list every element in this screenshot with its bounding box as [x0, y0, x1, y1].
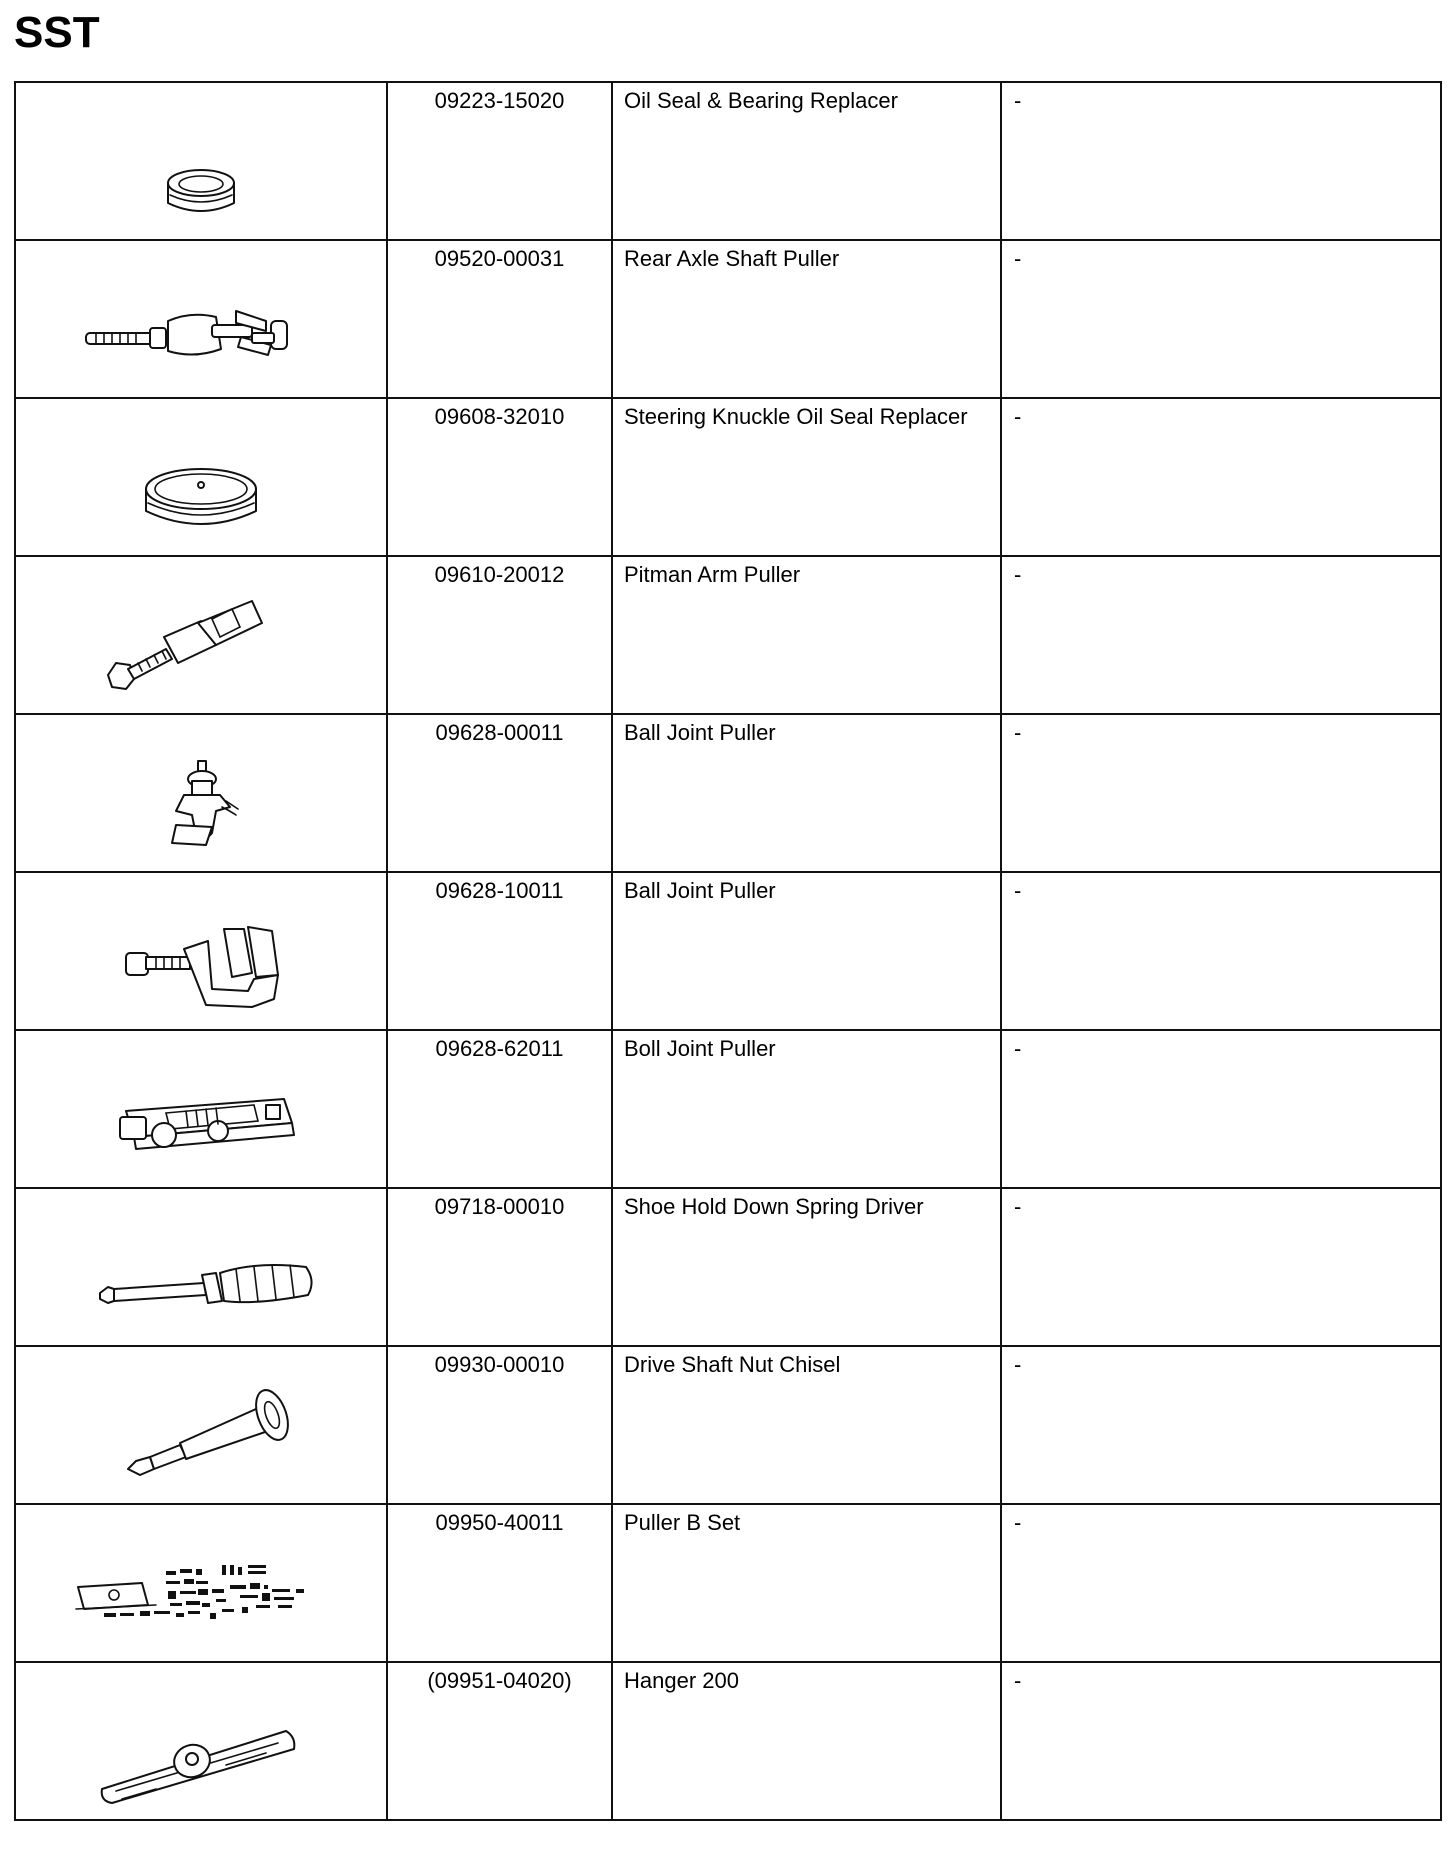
tool-note: - [1001, 714, 1441, 872]
part-number: 09628-00011 [387, 714, 612, 872]
table-row [15, 556, 1441, 714]
tool-note: - [1001, 1346, 1441, 1504]
page-title: SST [14, 8, 100, 57]
puller-set-icon [16, 1505, 386, 1663]
tool-image-cell [15, 1030, 387, 1188]
tool-note: - [1001, 556, 1441, 714]
tool-image-cell [15, 1188, 387, 1346]
tool-image-cell [15, 1662, 387, 1820]
boll-joint-puller-icon [16, 1031, 386, 1189]
tool-name: Drive Shaft Nut Chisel [612, 1346, 1001, 1504]
table-row [15, 398, 1441, 556]
tool-image-cell [15, 872, 387, 1030]
tool-note: - [1001, 1504, 1441, 1662]
tool-name: Steering Knuckle Oil Seal Replacer [612, 398, 1001, 556]
tool-note: - [1001, 240, 1441, 398]
tool-name: Ball Joint Puller [612, 872, 1001, 1030]
part-number: 09520-00031 [387, 240, 612, 398]
spring-driver-icon [16, 1189, 386, 1347]
tool-note: - [1001, 82, 1441, 240]
part-number: 09628-62011 [387, 1030, 612, 1188]
tool-image-cell [15, 398, 387, 556]
table-row [15, 1346, 1441, 1504]
part-number: (09951-04020) [387, 1662, 612, 1820]
table-row [15, 714, 1441, 872]
tool-name: Boll Joint Puller [612, 1030, 1001, 1188]
part-number: 09223-15020 [387, 82, 612, 240]
tool-image-cell [15, 240, 387, 398]
part-number: 09718-00010 [387, 1188, 612, 1346]
tool-note: - [1001, 398, 1441, 556]
tool-note: - [1001, 1662, 1441, 1820]
sst-table [14, 81, 1442, 1821]
rear-axle-shaft-puller-icon [16, 241, 386, 399]
hanger-icon [16, 1663, 386, 1821]
steering-knuckle-oil-seal-replacer-icon [16, 399, 386, 557]
table-row [15, 1188, 1441, 1346]
tool-name: Rear Axle Shaft Puller [612, 240, 1001, 398]
oil-seal-bearing-replacer-icon [16, 83, 386, 241]
ball-joint-puller-c-clamp-icon [16, 873, 386, 1031]
tool-note: - [1001, 1030, 1441, 1188]
tool-name: Ball Joint Puller [612, 714, 1001, 872]
table-row [15, 1662, 1441, 1820]
tool-name: Oil Seal & Bearing Replacer [612, 82, 1001, 240]
tool-name: Puller B Set [612, 1504, 1001, 1662]
tool-image-cell [15, 556, 387, 714]
tool-name: Shoe Hold Down Spring Driver [612, 1188, 1001, 1346]
tool-image-cell [15, 1504, 387, 1662]
tool-image-cell [15, 1346, 387, 1504]
tool-image-cell [15, 714, 387, 872]
part-number: 09628-10011 [387, 872, 612, 1030]
nut-chisel-icon [16, 1347, 386, 1505]
table-row [15, 1030, 1441, 1188]
tool-note: - [1001, 1188, 1441, 1346]
part-number: 09950-40011 [387, 1504, 612, 1662]
pitman-arm-puller-icon [16, 557, 386, 715]
part-number: 09610-20012 [387, 556, 612, 714]
tool-name: Hanger 200 [612, 1662, 1001, 1820]
tool-note: - [1001, 872, 1441, 1030]
ball-joint-puller-icon [16, 715, 386, 873]
table-row [15, 872, 1441, 1030]
part-number: 09608-32010 [387, 398, 612, 556]
tool-image-cell [15, 82, 387, 240]
tool-name: Pitman Arm Puller [612, 556, 1001, 714]
part-number: 09930-00010 [387, 1346, 612, 1504]
table-row [15, 82, 1441, 240]
table-row [15, 1504, 1441, 1662]
table-row [15, 240, 1441, 398]
